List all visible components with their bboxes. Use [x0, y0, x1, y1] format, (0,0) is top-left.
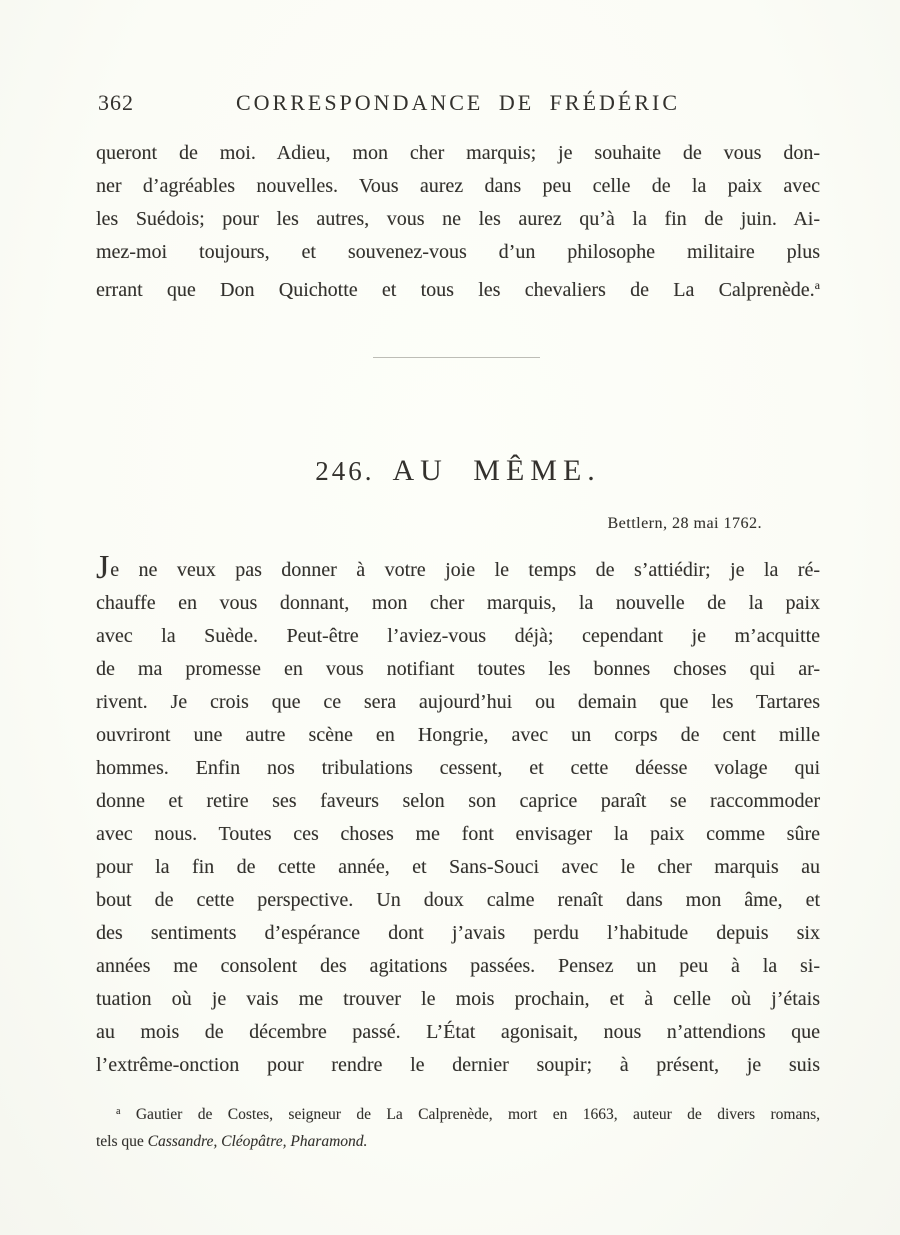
text-line: errant que Don Quichotte et tous les chevaliers de La Calprenède.$^a$ — [96, 278, 820, 301]
text-line: pour la fin de cette année, et Sans-Souci avec le cher marquis au — [96, 856, 820, 878]
footnote-marker: a — [116, 1106, 121, 1117]
letter-title: AU MÊME. — [392, 454, 601, 487]
text-line: années me consolent des agitations passées. Pensez un peu à la si- — [96, 955, 820, 977]
text-line: tuation où je vais me trouver le mois prochain, et à celle où j’étais — [96, 988, 820, 1010]
text-line: tels que Cassandre, Cléopâtre, Pharamond. — [96, 1133, 368, 1150]
section-divider-rule — [373, 357, 540, 358]
footnote — [96, 1098, 820, 1155]
letter-dateline: Bettlern, 28 mai 1762. — [607, 515, 762, 532]
text-segment: Cléopâtre, — [221, 1133, 291, 1150]
text-line: queront de moi. Adieu, mon cher marquis; je souhaite de vous don- — [96, 142, 820, 164]
text-segment: Cassandre, — [147, 1133, 222, 1150]
text-line: au mois de décembre passé. L’État agonisait, nous n’attendions que — [96, 1021, 820, 1043]
text-line: Je ne veux pas donner à votre joie le temps de s’attiédir; je la ré- — [96, 549, 820, 586]
text-line: avec la Suède. Peut-être l’aviez-vous déjà; cependant je m’acquitte — [96, 625, 820, 647]
text-line: mez-moi toujours, et souvenez-vous d’un philosophe militaire plus — [96, 241, 820, 263]
running-header — [96, 90, 820, 116]
text-line: des sentiments d’espérance dont j’avais perdu l’habitude depuis six — [96, 922, 820, 944]
letter-heading — [96, 454, 820, 488]
footnote-marker: a — [814, 278, 820, 292]
text-line: de ma promesse en vous notifiant toutes les bonnes choses qui ar- — [96, 658, 820, 680]
previous-letter-continuation — [96, 137, 820, 307]
text-segment: J — [96, 549, 111, 586]
text-line: donne et retire ses faveurs selon son caprice paraît se raccommoder — [96, 790, 820, 812]
text-line: les Suédois; pour les autres, vous ne les aurez qu’à la fin de juin. Ai- — [96, 208, 820, 230]
page-number: 362 — [98, 90, 134, 115]
letter-number: 246. — [315, 456, 375, 486]
text-line: l’extrême-onction pour rendre le dernier soupir; à présent, je suis — [96, 1054, 820, 1076]
text-line: $^a$ Gautier de Costes, seigneur de La Calprenède, mort en 1663, auteur de divers romans, — [116, 1106, 820, 1123]
text-line: ouvriront une autre scène en Hongrie, avec un corps de cent mille — [96, 724, 820, 746]
text-line: hommes. Enfin nos tribulations cessent, et cette déesse volage qui — [96, 757, 820, 779]
running-title: CORRESPONDANCE DE FRÉDÉRIC — [235, 90, 681, 115]
text-segment: Pharamond. — [290, 1133, 368, 1150]
text-line: ner d’agréables nouvelles. Vous aurez dans peu celle de la paix avec — [96, 175, 820, 197]
text-line: avec nous. Toutes ces choses me font envisager la paix comme sûre — [96, 823, 820, 845]
text-line: bout de cette perspective. Un doux calme renaît dans mon âme, et — [96, 889, 820, 911]
letter-body — [96, 549, 820, 1082]
text-line: chauffe en vous donnant, mon cher marquis, la nouvelle de la paix — [96, 592, 820, 614]
text-line: rivent. Je crois que ce sera aujourd’hui ou demain que les Tartares — [96, 691, 820, 713]
